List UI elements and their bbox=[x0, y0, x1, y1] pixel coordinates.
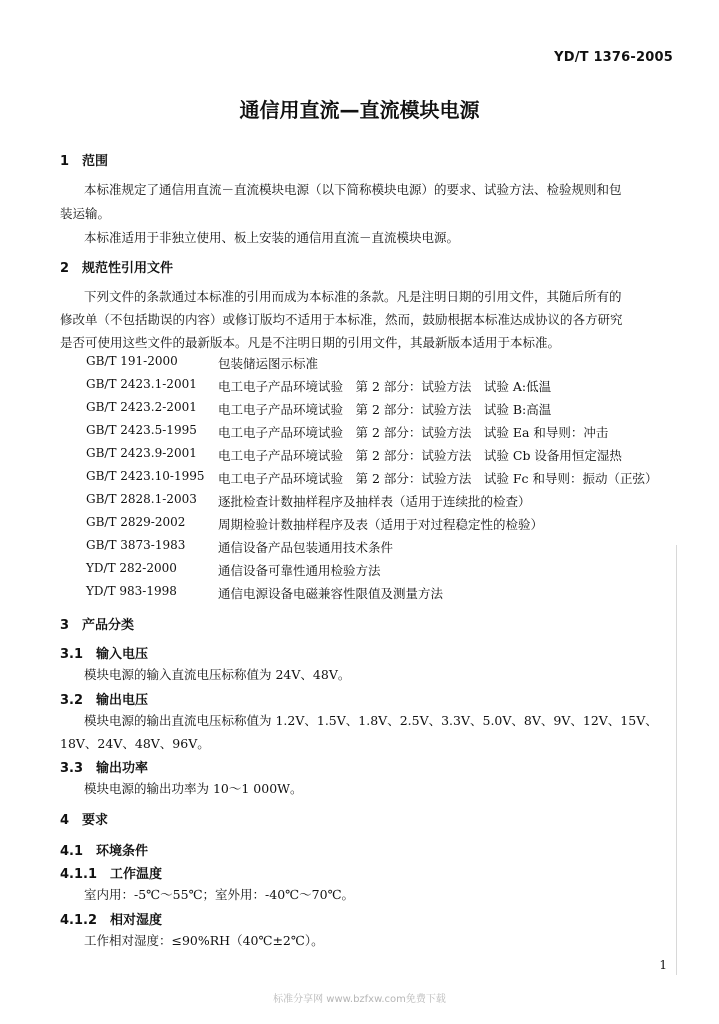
section-3-2-heading: 3.2 输出电压 bbox=[60, 693, 149, 708]
reference-title: 逐批检查计数抽样程序及抽样表（适用于连续批的检查） bbox=[218, 494, 531, 509]
section-3-2-line-2: 18V、24V、48V、96V。 bbox=[60, 736, 210, 751]
reference-code: GB/T 2423.1-2001 bbox=[86, 377, 197, 391]
section-3-1-heading: 3.1 输入电压 bbox=[60, 647, 149, 662]
page-number: 1 bbox=[659, 958, 667, 972]
reference-code: YD/T 282-2000 bbox=[86, 561, 177, 575]
section-4-1-2-text: 工作相对湿度：≤90%RH（40℃±2℃）。 bbox=[84, 933, 324, 948]
section-4-1-1-heading: 4.1.1 工作温度 bbox=[60, 867, 163, 882]
document-title: 通信用直流—直流模块电源 bbox=[239, 98, 480, 122]
reference-code: GB/T 2423.9-2001 bbox=[86, 446, 197, 460]
reference-code: GB/T 2423.2-2001 bbox=[86, 400, 197, 414]
reference-code: YD/T 983-1998 bbox=[86, 584, 177, 598]
section-1-paragraph-1-line-2: 装运输。 bbox=[60, 206, 111, 221]
reference-title: 电工电子产品环境试验 第 2 部分：试验方法 试验 A:低温 bbox=[218, 379, 552, 394]
watermark: 标准分享网 www.bzfxw.com免费下载 bbox=[273, 994, 446, 1005]
reference-title: 电工电子产品环境试验 第 2 部分：试验方法 试验 Fc 和导则：振动（正弦） bbox=[218, 471, 658, 486]
reference-title: 通信设备产品包装通用技术条件 bbox=[218, 540, 394, 555]
section-4-1-heading: 4.1 环境条件 bbox=[60, 844, 149, 859]
section-2-intro-line-2: 修改单（不包括勘误的内容）或修订版均不适用于本标准，然而，鼓励根据本标准达成协议的各方研究 bbox=[60, 312, 623, 327]
section-2-intro-line-1: 下列文件的条款通过本标准的引用而成为本标准的条款。凡是注明日期的引用文件，其随后所有的 bbox=[84, 289, 622, 304]
reference-code: GB/T 2829-2002 bbox=[86, 515, 186, 529]
section-1-paragraph-2: 本标准适用于非独立使用、板上安装的通信用直流－直流模块电源。 bbox=[84, 230, 460, 245]
reference-title: 通信设备可靠性通用检验方法 bbox=[218, 563, 381, 578]
reference-code: GB/T 2828.1-2003 bbox=[86, 492, 197, 506]
section-2-heading: 2 规范性引用文件 bbox=[60, 261, 174, 276]
reference-title: 通信电源设备电磁兼容性限值及测量方法 bbox=[218, 586, 444, 601]
section-3-3-heading: 3.3 输出功率 bbox=[60, 761, 149, 776]
reference-code: GB/T 2423.10-1995 bbox=[86, 469, 205, 483]
section-2-intro-line-3: 是否可使用这些文件的最新版本。凡是不注明日期的引用文件，其最新版本适用于本标准。 bbox=[60, 335, 561, 350]
section-3-2-line-1: 模块电源的输出直流电压标称值为 1.2V、1.5V、1.8V、2.5V、3.3V、5.0V、8V、9V、12V、15V、 bbox=[84, 713, 658, 728]
section-4-1-1-text: 室内用：-5℃～55℃；室外用：-40℃～70℃。 bbox=[84, 887, 355, 902]
section-3-heading: 3 产品分类 bbox=[60, 618, 135, 633]
section-3-3-text: 模块电源的输出功率为 10～1 000W。 bbox=[84, 781, 303, 796]
reference-title: 电工电子产品环境试验 第 2 部分：试验方法 试验 B:高温 bbox=[218, 402, 552, 417]
reference-code: GB/T 3873-1983 bbox=[86, 538, 186, 552]
section-4-1-2-heading: 4.1.2 相对湿度 bbox=[60, 913, 163, 928]
scan-edge-line bbox=[676, 545, 677, 975]
reference-title: 周期检验计数抽样程序及表（适用于对过程稳定性的检验） bbox=[218, 517, 544, 532]
reference-title: 电工电子产品环境试验 第 2 部分：试验方法 试验 Cb 设备用恒定湿热 bbox=[218, 448, 622, 463]
section-1-paragraph-1-line-1: 本标准规定了通信用直流－直流模块电源（以下简称模块电源）的要求、试验方法、检验规则和包 bbox=[84, 182, 622, 197]
section-1-heading: 1 范围 bbox=[60, 154, 109, 169]
reference-code: GB/T 2423.5-1995 bbox=[86, 423, 197, 437]
section-3-1-text: 模块电源的输入直流电压标称值为 24V、48V。 bbox=[84, 667, 351, 682]
section-4-heading: 4 要求 bbox=[60, 813, 109, 828]
reference-code: GB/T 191-2000 bbox=[86, 354, 178, 368]
standard-code: YD/T 1376-2005 bbox=[554, 50, 673, 65]
reference-title: 包装储运图示标准 bbox=[218, 356, 319, 371]
reference-title: 电工电子产品环境试验 第 2 部分：试验方法 试验 Ea 和导则：冲击 bbox=[218, 425, 609, 440]
